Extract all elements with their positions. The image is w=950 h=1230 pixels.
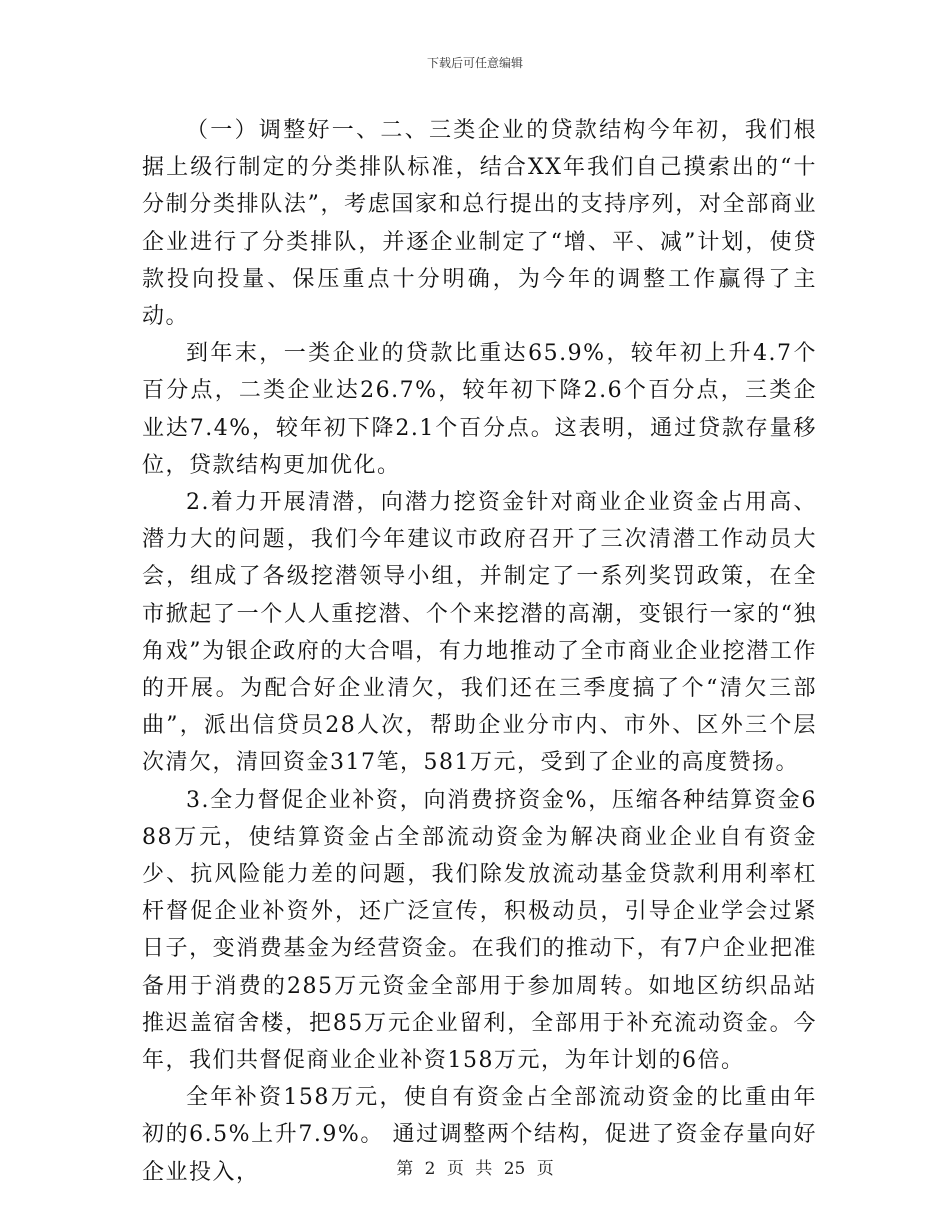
paragraph-annual-supplement: 全年补资158万元，使自有资金占全部流动资金的比重由年初的6.5%上升7.9%。 通过调整两个结构，促进了资金存量向好企业投入，: [142, 1085, 817, 1185]
paragraph-clearing-potential: 2.着力开展清潜，向潜力挖资金针对商业企业资金占用高、潜力大的问题，我们今年建议市政府召开了三次清潜工作动员大会，组成了各级挖潜领导小组，并制定了一系列奖罚政策，在全市掀起了一个人人重挖潜、个个来挖潜的高潮，变银行一家的“独角戏”为银企政府的大合唱，有力地推动了全市商业企业挖潜工作的开展。为配合好企业清欠，我们还在三季度搞了个“清欠三部曲”，派出信贷员28人次，帮助企业分市内、市外、区外三个层次清欠，清回资金317笔，581万元，受到了企业的高度赞扬。: [142, 490, 817, 776]
paragraph-year-end-ratios: 到年末，一类企业的贷款比重达65.9%，较年初上升4.7个百分点，二类企业达26.7%，较年初下降2.6个百分点，三类企业达7.4%，较年初下降2.1个百分点。这表明，通过贷款存量移位，贷款结构更加优化。: [142, 341, 817, 478]
paragraph-loan-structure: （一）调整好一、二、三类企业的贷款结构今年初，我们根据上级行制定的分类排队标准，结合XX年我们自己摸索出的“十分制分类排队法”，考虑国家和总行提出的支持序列，对全部商业企业进行了分类排队，并逐企业制定了“增、平、减”计划，使贷款投向投量、保压重点十分明确，为今年的调整工作赢得了主动。: [142, 118, 817, 330]
paragraph-capital-supplement: 3.全力督促企业补资，向消费挤资金%，压缩各种结算资金688万元，使结算资金占全部流动资金为解决商业企业自有资金少、抗风险能力差的问题，我们除发放流动基金贷款利用利率杠杆督促企业补资外，还广泛宣传，积极动员，引导企业学会过紧日子，变消费基金为经营资金。在我们的推动下，有7户企业把准备用于消费的285万元资金全部用于参加周转。如地区纺织品站推迟盖宿舍楼，把85万元企业留利，全部用于补充流动资金。今年，我们共督促商业企业补资158万元，为年计划的6倍。: [142, 787, 817, 1074]
page-number-footer: 第 2 页 共 25 页: [396, 1159, 554, 1179]
document-body: [142, 112, 817, 1191]
page-header: 下载后可任意编辑: [426, 56, 523, 70]
